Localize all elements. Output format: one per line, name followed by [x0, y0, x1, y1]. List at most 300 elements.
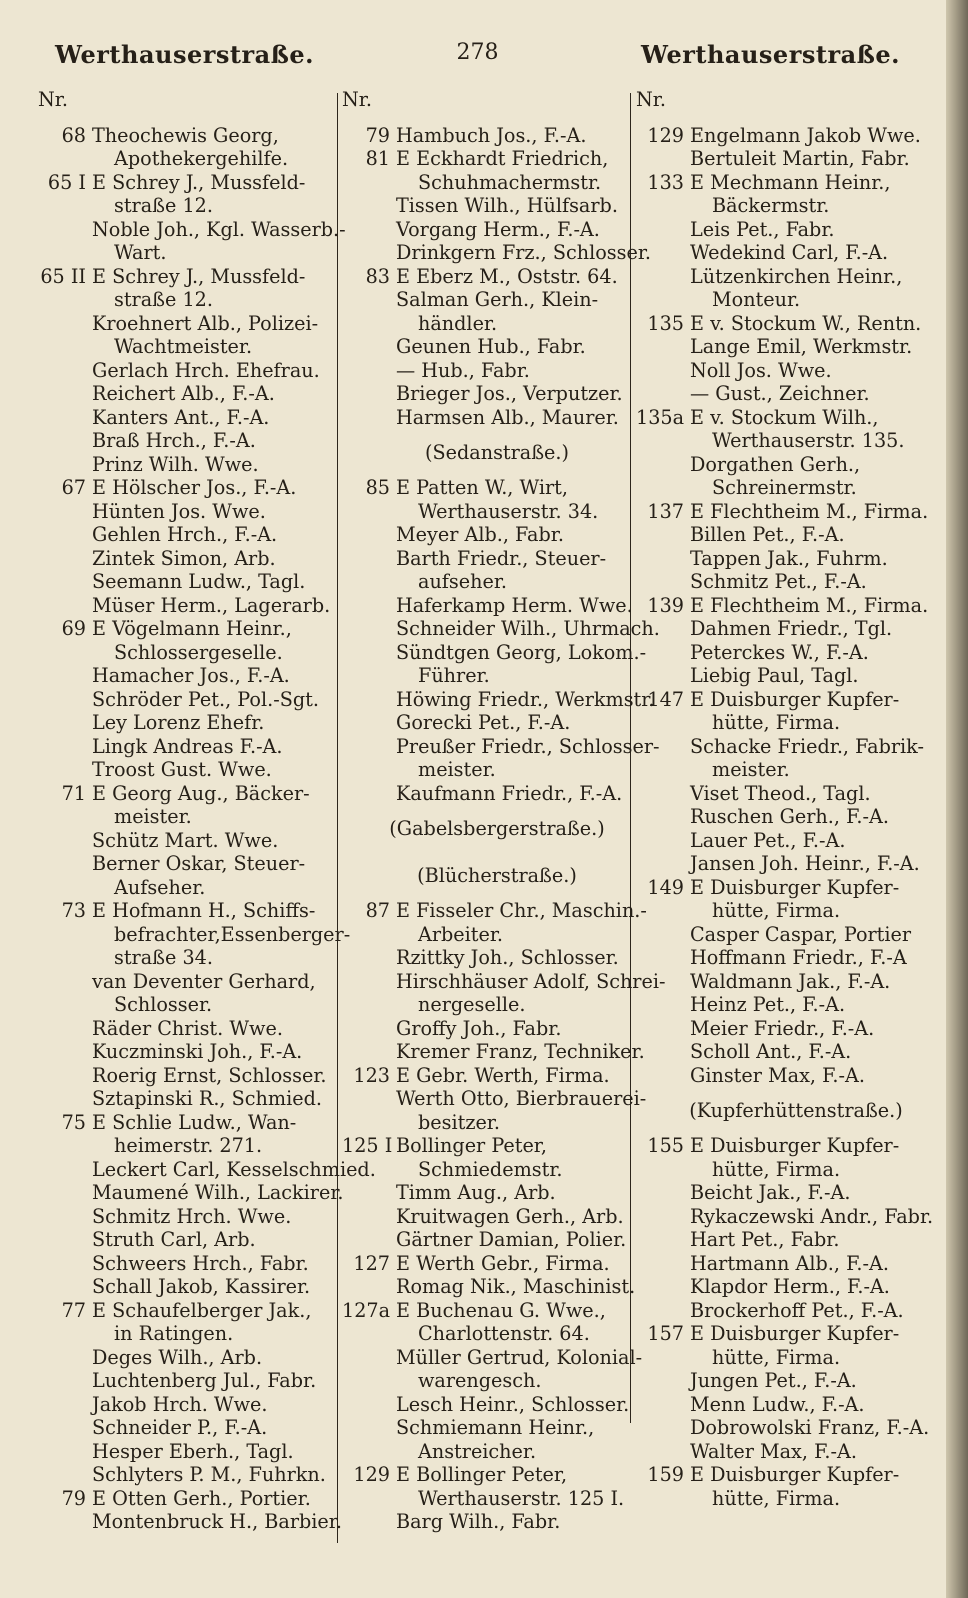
entry-continuation	[342, 1322, 632, 1346]
house-number: 79	[61, 1486, 86, 1510]
resident-entry	[38, 1275, 338, 1299]
entry-text: hütte, Firma.	[712, 899, 841, 922]
entry-text: Peterckes W., F.-A.	[690, 640, 869, 664]
house-entry	[636, 500, 936, 524]
entry-text: besitzer.	[418, 1110, 500, 1134]
entry-text: E Schrey J., Mussfeld-	[92, 170, 306, 194]
resident-entry	[38, 547, 338, 571]
entry-continuation	[636, 429, 936, 453]
entry-text: Müller Gertrud, Kolonial-	[396, 1345, 643, 1369]
house-number: 81	[365, 147, 390, 170]
entry-continuation	[342, 993, 632, 1017]
house-entry	[636, 124, 936, 148]
entry-text: van Deventer Gerhard,	[92, 969, 316, 993]
resident-entry	[636, 523, 936, 547]
entry-text: straße 34.	[114, 946, 213, 969]
house-entry	[342, 265, 632, 289]
entry-text: Kruitwagen Gerh., Arb.	[396, 1204, 624, 1228]
resident-entry	[38, 382, 338, 406]
resident-entry	[38, 1181, 344, 1205]
entry-text: Hartmann Alb., F.-A.	[690, 1251, 889, 1275]
entry-continuation	[38, 922, 351, 947]
entry-text: Gärtner Damian, Polier.	[396, 1228, 627, 1251]
resident-entry	[636, 1252, 936, 1276]
entry-text: Schlossergeselle.	[114, 640, 283, 664]
entry-text: Lesch Heinr., Schlosser.	[396, 1392, 630, 1416]
resident-entry	[38, 1017, 338, 1041]
resident-entry	[38, 852, 338, 876]
entry-text: Schreinermstr.	[712, 476, 857, 499]
entry-text: Ley Lorenz Ehefr.	[92, 711, 265, 734]
entry-text: E Hofmann H., Schiffs-	[92, 899, 316, 922]
resident-entry	[38, 1346, 338, 1370]
house-entry	[342, 476, 632, 500]
resident-entry	[636, 1017, 936, 1041]
house-entry	[342, 1463, 632, 1487]
entry-text: E v. Stockum W., Rentn.	[690, 311, 922, 335]
entry-text: Maumené Wilh., Lackirer.	[92, 1181, 344, 1204]
entry-text: — Gust., Zeichner.	[690, 382, 870, 405]
resident-entry	[38, 523, 338, 547]
entry-text: Beicht Jak., F.-A.	[690, 1181, 851, 1204]
house-number: 67	[61, 476, 86, 499]
entry-text: E Duisburger Kupfer-	[690, 687, 900, 711]
entry-text: Bollinger Peter,	[396, 1134, 547, 1157]
entry-text: Schröder Pet., Pol.-Sgt.	[92, 687, 319, 711]
resident-entry	[38, 312, 338, 336]
resident-entry	[342, 1087, 647, 1111]
house-entry	[636, 876, 936, 900]
entry-text: Gerlach Hrch. Ehefrau.	[92, 358, 320, 382]
resident-entry	[342, 241, 651, 265]
entry-text: Schmiemann Heinr.,	[396, 1416, 595, 1439]
entry-text: E Vögelmann Heinr.,	[92, 617, 292, 640]
entry-continuation	[38, 993, 338, 1017]
entry-continuation	[342, 1369, 632, 1393]
entry-text: E Eckhardt Friedrich,	[396, 147, 609, 170]
resident-entry	[636, 453, 936, 477]
resident-entry	[342, 711, 632, 735]
resident-entry	[38, 1087, 338, 1111]
entry-text: Rzittky Joh., Schlosser.	[396, 946, 619, 969]
house-entry	[342, 147, 632, 171]
entry-text: Harmsen Alb., Maurer.	[396, 405, 619, 429]
house-entry	[636, 1463, 936, 1487]
entry-text: Schmitz Pet., F.-A.	[690, 570, 867, 593]
entry-continuation	[636, 288, 936, 312]
entry-text: E Georg Aug., Bäcker-	[92, 781, 310, 805]
entry-text: E Flechtheim M., Firma.	[690, 499, 929, 523]
entry-text: Schmiedemstr.	[418, 1157, 563, 1181]
column-label: Nr.	[636, 88, 666, 111]
house-number: 127	[353, 1251, 390, 1275]
entry-text: Jakob Hrch. Wwe.	[92, 1392, 268, 1416]
entry-continuation	[38, 194, 338, 218]
entry-text: E Duisburger Kupfer-	[690, 1463, 900, 1486]
entry-text: E Duisburger Kupfer-	[690, 1322, 900, 1345]
column-3	[636, 88, 936, 1510]
resident-entry	[636, 1181, 936, 1205]
entry-text: Rykaczewski Andr., Fabr.	[690, 1204, 934, 1228]
resident-entry	[342, 547, 632, 571]
resident-entry	[342, 1017, 632, 1041]
entry-text: Preußer Friedr., Schlosser-	[396, 734, 660, 758]
entry-text: Wedekind Carl, F.-A.	[690, 241, 889, 264]
house-entry	[636, 594, 936, 618]
house-entry	[636, 1134, 936, 1158]
resident-entry	[342, 1205, 632, 1229]
entry-text: befrachter,Essenberger-	[114, 922, 351, 946]
house-number: 79	[365, 123, 390, 147]
resident-entry	[342, 617, 660, 641]
entry-text: E Gebr. Werth, Firma.	[396, 1063, 610, 1087]
entry-text: warengesch.	[418, 1369, 542, 1392]
entry-text: Brockerhoff Pet., F.-A.	[690, 1298, 904, 1322]
house-number: 77	[61, 1298, 86, 1322]
entry-text: Hart Pet., Fabr.	[690, 1228, 840, 1251]
entry-text: hütte, Firma.	[712, 1345, 841, 1369]
entry-continuation	[38, 335, 338, 359]
house-entry	[342, 1252, 632, 1276]
resident-entry	[636, 946, 936, 970]
resident-entry	[38, 829, 338, 853]
entry-text: Werthauserstr. 125 I.	[418, 1486, 625, 1510]
resident-entry	[342, 687, 655, 712]
entry-text: Noll Jos. Wwe.	[690, 358, 832, 382]
entry-text: E Werth Gebr., Firma.	[396, 1251, 610, 1275]
entry-text: Hirschhäuser Adolf, Schrei-	[396, 969, 666, 993]
page-header	[55, 40, 900, 74]
entry-continuation	[342, 570, 632, 594]
house-number: 83	[365, 264, 390, 288]
house-entry	[342, 1134, 632, 1158]
resident-entry	[38, 429, 338, 453]
resident-entry	[38, 1369, 338, 1393]
entry-text: Heinz Pet., F.-A.	[690, 993, 846, 1016]
resident-entry	[636, 241, 936, 265]
entry-text: Braß Hrch., F.-A.	[92, 429, 256, 452]
resident-entry	[38, 711, 338, 735]
entry-text: hütte, Firma.	[712, 1157, 841, 1181]
entry-continuation	[342, 758, 632, 782]
entry-text: Wachtmeister.	[114, 335, 253, 358]
entry-text: Noble Joh., Kgl. Wasserb.-	[92, 217, 346, 241]
entry-text: Brieger Jos., Verputzer.	[396, 382, 623, 405]
entry-text: Sztapinski R., Schmied.	[92, 1087, 322, 1110]
house-number: 73	[61, 899, 86, 922]
entry-continuation	[636, 899, 936, 923]
resident-entry	[636, 1416, 936, 1440]
entry-text: Jungen Pet., F.-A.	[690, 1369, 857, 1392]
resident-entry	[636, 1205, 936, 1229]
resident-entry	[342, 969, 666, 994]
entry-text: meister.	[114, 805, 192, 828]
entry-text: Aufseher.	[114, 875, 206, 899]
entry-text: Troost Gust. Wwe.	[92, 758, 272, 781]
house-entry	[636, 406, 936, 430]
entry-text: Seemann Ludw., Tagl.	[92, 570, 306, 593]
house-entry	[38, 171, 338, 195]
resident-entry	[636, 1393, 936, 1417]
resident-entry	[636, 1275, 936, 1299]
entry-continuation	[636, 1346, 936, 1370]
entry-text: hütte, Firma.	[712, 1486, 841, 1510]
house-entry	[636, 312, 936, 336]
resident-entry	[38, 1252, 338, 1276]
resident-entry	[38, 1040, 338, 1064]
entry-text: Groffy Joh., Fabr.	[396, 1016, 562, 1040]
entry-continuation	[342, 171, 632, 195]
entry-text: Hesper Eberh., Tagl.	[92, 1439, 294, 1463]
resident-entry	[342, 640, 647, 665]
resident-entry	[38, 1393, 338, 1417]
resident-entry	[636, 664, 936, 688]
entry-continuation	[342, 1158, 632, 1182]
street-heading: (Gabelsbergerstraße.)	[389, 817, 605, 840]
page-number: 278	[456, 40, 499, 65]
house-entry	[636, 688, 936, 712]
resident-entry	[636, 1040, 936, 1064]
entry-text: meister.	[712, 758, 790, 781]
resident-entry	[636, 359, 936, 383]
entry-text: Meier Friedr., F.-A.	[690, 1016, 875, 1040]
house-number: 129	[647, 123, 684, 147]
spacer	[342, 112, 632, 124]
house-number: 159	[647, 1463, 684, 1486]
entry-text: Vorgang Herm., F.-A.	[396, 217, 600, 241]
house-entry	[636, 171, 936, 195]
house-number: 123	[353, 1063, 390, 1087]
resident-entry	[342, 1510, 632, 1534]
entry-text: Scholl Ant., F.-A.	[690, 1040, 852, 1063]
house-entry	[38, 476, 338, 500]
entry-text: E Flechtheim M., Firma.	[690, 593, 929, 617]
entry-text: Walter Max, F.-A.	[690, 1439, 857, 1463]
resident-entry	[38, 1416, 338, 1440]
entry-text: Tappen Jak., Fuhrm.	[690, 546, 888, 570]
entry-text: Ginster Max, F.-A.	[690, 1063, 865, 1087]
entry-text: Lingk Andreas F.-A.	[92, 734, 283, 758]
resident-entry	[636, 1228, 936, 1252]
resident-entry	[342, 946, 632, 970]
house-entry	[342, 1299, 632, 1323]
resident-entry	[38, 735, 338, 759]
entry-text: Lauer Pet., F.-A.	[690, 828, 846, 852]
entry-continuation	[636, 758, 936, 782]
entry-text: Montenbruck H., Barbier.	[92, 1510, 342, 1533]
entry-text: Kremer Franz, Techniker.	[396, 1040, 645, 1063]
house-entry	[38, 899, 338, 923]
entry-text: Leis Pet., Fabr.	[690, 217, 835, 241]
entry-text: Menn Ludw., F.-A.	[690, 1392, 865, 1416]
resident-entry	[342, 288, 632, 312]
resident-entry	[636, 782, 936, 806]
resident-entry	[636, 570, 936, 594]
resident-entry	[636, 1369, 936, 1393]
resident-entry	[636, 829, 936, 853]
resident-entry	[38, 500, 338, 524]
house-number: 71	[61, 781, 86, 805]
entry-continuation	[636, 711, 936, 735]
resident-entry	[636, 382, 936, 406]
entry-text: Kaufmann Friedr., F.-A.	[396, 781, 623, 805]
entry-text: Lange Emil, Werkmstr.	[690, 335, 913, 358]
entry-text: straße 12.	[114, 194, 213, 217]
resident-entry	[38, 688, 338, 712]
entry-continuation	[342, 1487, 632, 1511]
entry-text: Hünten Jos. Wwe.	[92, 499, 266, 523]
entry-continuation	[38, 805, 338, 829]
entry-text: E Duisburger Kupfer-	[690, 875, 900, 899]
entry-text: Arbeiter.	[418, 922, 504, 946]
resident-entry	[342, 1228, 632, 1252]
entry-text: Schütz Mart. Wwe.	[92, 828, 279, 852]
entry-text: E Schlie Ludw., Wan-	[92, 1110, 297, 1134]
entry-text: Bertuleit Martin, Fabr.	[690, 147, 910, 170]
entry-text: aufseher.	[418, 570, 507, 593]
house-entry	[38, 1299, 338, 1323]
resident-entry	[342, 523, 632, 547]
resident-entry	[38, 1463, 338, 1487]
resident-entry	[342, 594, 632, 618]
entry-text: Anstreicher.	[418, 1439, 537, 1463]
entry-text: heimerstr. 271.	[114, 1134, 263, 1157]
entry-text: straße 12.	[114, 288, 213, 311]
entry-text: Schneider Wilh., Uhrmach.	[396, 617, 660, 640]
resident-entry	[38, 1510, 342, 1534]
entry-text: E Patten W., Wirt,	[396, 476, 568, 499]
entry-text: Dahmen Friedr., Tgl.	[690, 617, 893, 640]
running-head-right: Werthauserstraße.	[640, 40, 900, 69]
entry-text: hütte, Firma.	[712, 711, 841, 734]
entry-text: Luchtenberg Jul., Fabr.	[92, 1369, 317, 1392]
entry-text: Meyer Alb., Fabr.	[396, 523, 564, 546]
resident-entry	[342, 382, 632, 406]
resident-entry	[636, 735, 936, 759]
entry-text: Billen Pet., F.-A.	[690, 523, 845, 546]
resident-entry	[38, 1157, 376, 1182]
house-number: 135	[647, 311, 684, 335]
resident-entry	[342, 1275, 636, 1299]
house-entry	[342, 124, 632, 148]
resident-entry	[636, 1440, 936, 1464]
resident-entry	[636, 218, 936, 242]
entry-text: Waldmann Jak., F.-A.	[690, 969, 891, 993]
house-number: 137	[647, 499, 684, 523]
entry-text: Roerig Ernst, Schlosser.	[92, 1063, 327, 1087]
entry-text: E Otten Gerh., Portier.	[92, 1486, 311, 1510]
resident-entry	[636, 265, 936, 289]
entry-continuation	[342, 1111, 632, 1135]
entry-text: Charlottenstr. 64.	[418, 1322, 590, 1345]
entry-text: Timm Aug., Arb.	[396, 1181, 556, 1204]
house-entry	[342, 1064, 632, 1088]
resident-entry	[636, 335, 936, 359]
entry-text: Schlyters P. M., Fuhrkn.	[92, 1463, 326, 1486]
house-number: 75	[61, 1110, 86, 1134]
entry-text: Jansen Joh. Heinr., F.-A.	[690, 852, 920, 875]
entry-text: Dobrowolski Franz, F.-A.	[690, 1416, 930, 1439]
resident-entry	[636, 641, 936, 665]
entry-text: Geunen Hub., Fabr.	[396, 335, 586, 358]
entry-text: Theochewis Georg,	[92, 123, 279, 147]
entry-text: Kroehnert Alb., Polizei-	[92, 311, 319, 335]
entry-text: Liebig Paul, Tagl.	[690, 664, 859, 687]
entry-text: Höwing Friedr., Werkmstr.	[396, 687, 655, 711]
resident-entry	[342, 194, 632, 218]
street-heading: (Kupferhüttenstraße.)	[689, 1099, 903, 1122]
house-number: 87	[365, 899, 390, 922]
entry-text: E Fisseler Chr., Maschin.-	[396, 899, 647, 922]
entry-text: Zintek Simon, Arb.	[92, 546, 276, 570]
entry-text: Kanters Ant., F.-A.	[92, 405, 270, 429]
column-label: Nr.	[38, 88, 68, 111]
resident-entry	[636, 1064, 936, 1088]
resident-entry	[636, 923, 936, 947]
resident-entry	[38, 453, 338, 477]
entry-text: Gehlen Hrch., F.-A.	[92, 523, 278, 546]
entry-text: Sündtgen Georg, Lokom.-	[396, 640, 647, 664]
entry-text: Müser Herm., Lagerarb.	[92, 593, 331, 617]
entry-text: händler.	[418, 311, 498, 335]
entry-continuation	[636, 1158, 936, 1182]
entry-continuation	[636, 194, 936, 218]
entry-text: Schall Jakob, Kassirer.	[92, 1275, 311, 1298]
entry-continuation	[38, 946, 338, 970]
house-number: 149	[647, 875, 684, 899]
page-edge-shadow	[946, 0, 968, 1598]
resident-entry	[342, 359, 632, 383]
resident-entry	[636, 852, 936, 876]
entry-text: Casper Caspar, Portier	[690, 922, 912, 946]
resident-entry	[636, 970, 936, 994]
entry-continuation	[342, 500, 632, 524]
house-number: 65 II	[40, 264, 86, 288]
resident-entry	[342, 1393, 632, 1417]
entry-text: E Mechmann Heinr.,	[690, 170, 891, 194]
entry-text: E Buchenau G. Wwe.,	[396, 1298, 606, 1322]
resident-entry	[342, 1181, 632, 1205]
house-entry	[38, 617, 338, 641]
entry-continuation	[342, 312, 632, 336]
entry-text: Bäckermstr.	[712, 194, 830, 217]
resident-entry	[636, 617, 936, 641]
entry-text: Hoffmann Friedr., F.-A	[690, 946, 907, 969]
entry-text: Reichert Alb., F.-A.	[92, 382, 275, 405]
entry-text: Struth Carl, Arb.	[92, 1228, 256, 1251]
column-label: Nr.	[342, 88, 372, 111]
house-number: 65 I	[47, 170, 86, 194]
entry-text: Barth Friedr., Steuer-	[396, 546, 607, 570]
entry-continuation	[38, 641, 338, 665]
entry-text: Leckert Carl, Kesselschmied.	[92, 1157, 376, 1181]
entry-text: Tissen Wilh., Hülfsarb.	[396, 194, 618, 217]
entry-text: Werthauserstr. 135.	[712, 429, 905, 452]
entry-continuation	[636, 1487, 936, 1511]
house-entry	[38, 1111, 338, 1135]
house-entry	[636, 1322, 936, 1346]
entry-text: Engelmann Jakob Wwe.	[690, 123, 921, 147]
entry-continuation	[636, 476, 936, 500]
entry-text: Werthauserstr. 34.	[418, 499, 599, 523]
entry-text: Kuczminski Joh., F.-A.	[92, 1040, 303, 1063]
resident-entry	[342, 218, 632, 242]
entry-continuation	[342, 923, 632, 947]
house-entry	[38, 782, 338, 806]
house-number: 139	[647, 593, 684, 617]
entry-text: Dorgathen Gerh.,	[690, 452, 861, 476]
entry-continuation	[38, 1134, 338, 1158]
